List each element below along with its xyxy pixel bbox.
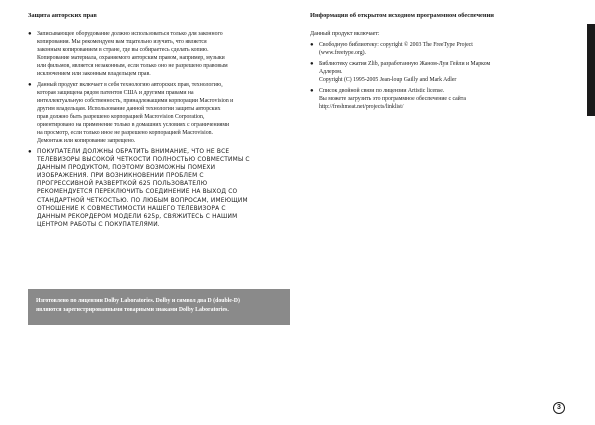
bullet-icon: ● [310,61,314,67]
linklist-text: Список двойной связи по лицензии Artistic license. Вы можете загрузить это программное обеспечение с сайта http://freshmeat.net/projects/linklist/ [319,88,466,110]
open-source-heading: Информация об открытом исходном программном обеспечении [310,12,494,19]
list-item [28,148,290,229]
copyright-text-recording: Записывающее оборудование должно использоваться только для законного копирования. Мы рекомендуем вам тщательно изучить, что является законным копированием в стране, где вы собираетесь сделать копию. Копирование материала, охраняемого авторским правом, например, музыки или фильмов, является незаконным, если только оно не разрешено правовым исключением или законным владельцем прав. [37,31,228,77]
left-column [28,12,290,232]
list-item [28,81,290,145]
bullet-icon: ● [28,31,32,37]
open-source-list [310,41,572,111]
list-item [310,41,572,57]
open-source-intro: Данный продукт включает: [310,31,380,37]
copyright-text-macrovision: Данный продукт включает в себя технологию авторских прав, технологию, которая защищена рядом патентов США и другими правами на интеллектуальную собственность, принадлежащими корпорации Macrovision и другим владельцам. Использование данной технологии защиты авторских прав должно быть разрешено корпорацией Macrovision Corporation, ориентировано на применение только в домашних условиях с ограничениями на просмотр, если только иное не разрешено корпорацией Macrovision. Демонтаж или копирование запрещено. [37,82,234,144]
copyright-heading: Защита авторских прав [28,12,97,19]
bullet-icon: ● [28,149,32,155]
list-item [310,60,572,84]
list-item [310,87,572,111]
freetype-text: Свободную библиотеку: copyright © 2003 The FreeType Project (www.freetype.org). [319,42,473,56]
zlib-text: Библиотеку сжатия Zlib, разработанную Жаном-Луи Гейли и Марком Адлером. Copyright (C) 1995-2005 Jean-loup Gailly and Mark Adler [319,61,491,83]
bullet-icon: ● [310,88,314,94]
bullet-icon: ● [310,42,314,48]
hdtv-compatibility-warning: ПОКУПАТЕЛИ ДОЛЖНЫ ОБРАТИТЬ ВНИМАНИЕ, ЧТО НЕ ВСЕ ТЕЛЕВИЗОРЫ ВЫСОКОЙ ЧЕТКОСТИ ПОЛНОСТЬЮ СОВМЕСТИМЫ С ДАННЫМ ПРОДУКТОМ, ПОЭТОМУ ВОЗМОЖНЫ ПОМЕХИ ИЗОБРАЖЕНИЯ. ПРИ ВОЗНИКНОВЕНИИ ПРОБЛЕМ С ПРОГРЕССИВНОЙ РАЗВЕРТКОЙ 625 ПОЛЬЗОВАТЕЛЮ РЕКОМЕНДУЕТСЯ ПЕРЕКЛЮЧИТЬ СОЕДИНЕНИЕ НА ВЫХОД СО СТАНДАРТНОЙ ЧЕТКОСТЬЮ. ПО ЛЮБЫМ ВОПРОСАМ, ИМЕЮЩИМ ОТНОШЕНИЕ К СОВМЕСТИМОСТИ НАШЕГО ТЕЛЕВИЗОРА С ДАННЫМ РЕКОРДЕРОМ МОДЕЛИ 625p, СВЯЖИТЕСЬ С НАШИМ ЦЕНТРОМ РАБОТЫ С ПОКУПАТЕЛЯМИ. [37,149,250,228]
list-item [28,30,290,78]
dolby-notice: Изготовлено по лицензии Dolby Laboratories. Dolby и символ два D (double-D) являются зарегистрированными товарными знаками Dolby Laboratories. [28,289,290,325]
bullet-icon: ● [28,82,32,88]
section-tab-marker [587,24,595,116]
copyright-list [28,30,290,229]
right-column [310,12,572,114]
page-number: 3 [553,402,565,414]
